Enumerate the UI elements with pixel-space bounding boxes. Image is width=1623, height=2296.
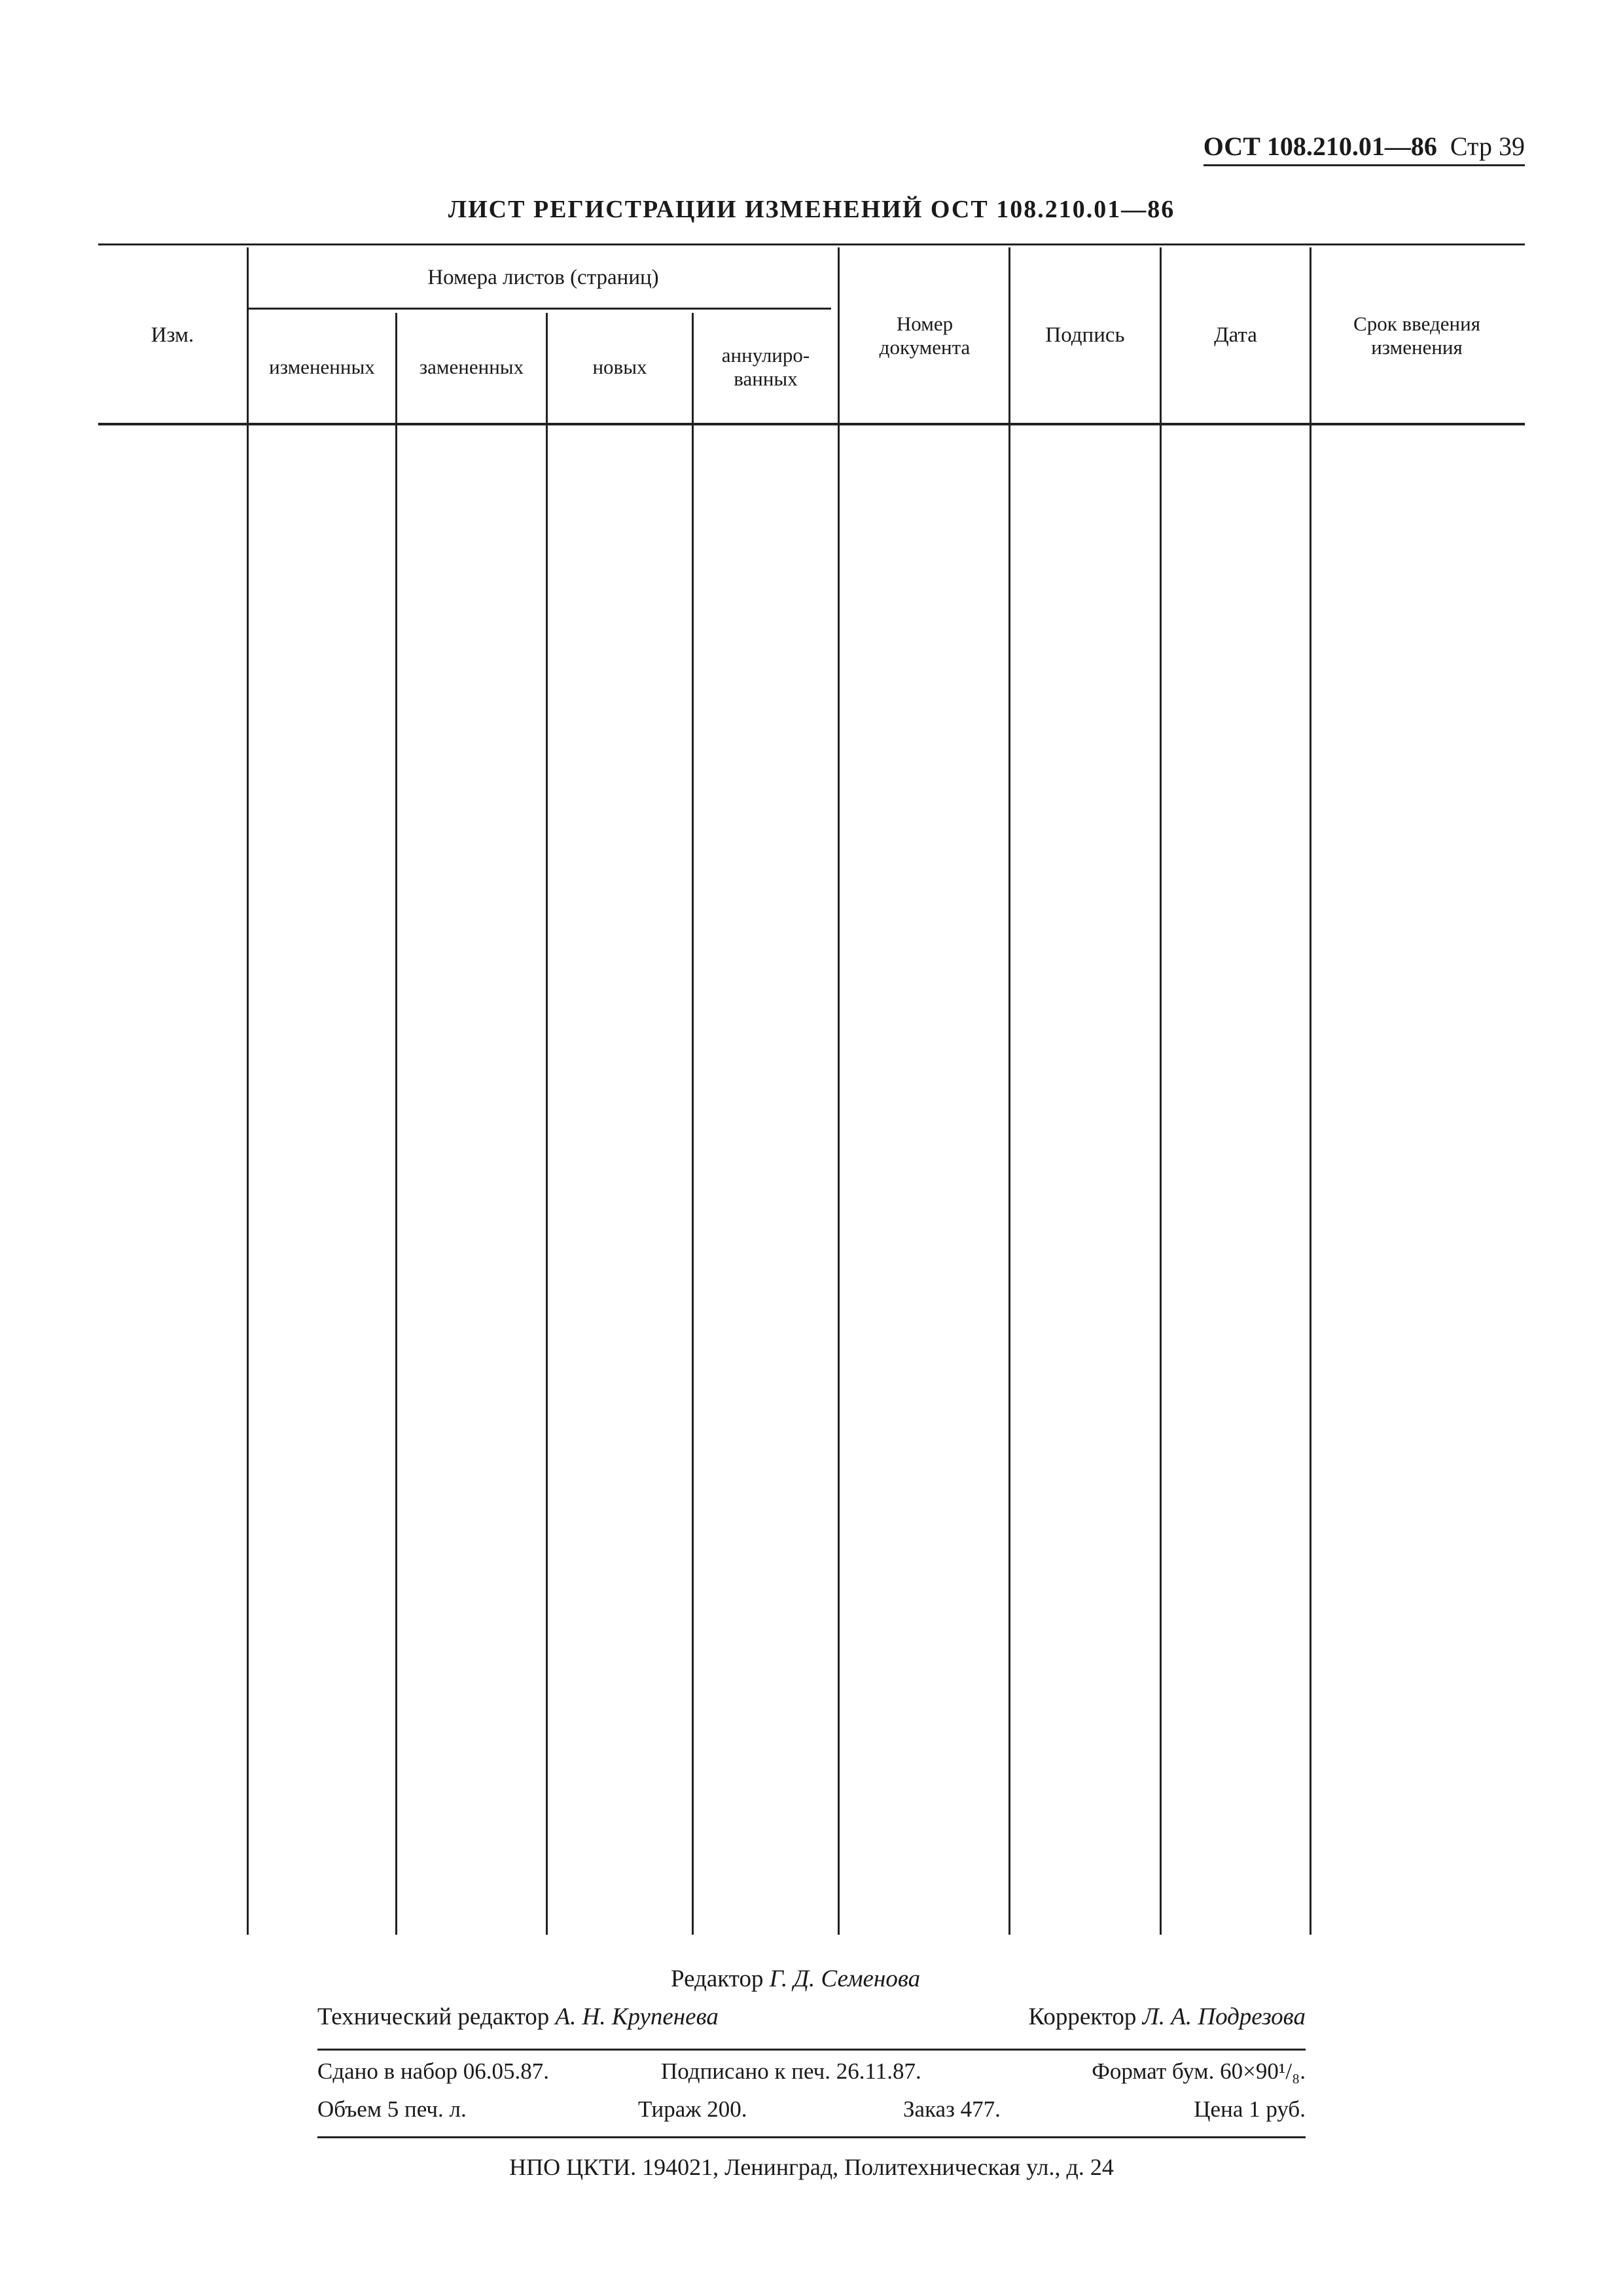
column-divider	[546, 313, 548, 1935]
imprint-submitted: Сдано в набор 06.05.87.	[317, 2058, 550, 2084]
group-header-rule	[249, 308, 831, 310]
imprint-print-run: Тираж 200.	[638, 2096, 747, 2122]
col-header-new: новых	[592, 355, 647, 378]
column-divider	[838, 247, 840, 1935]
imprint-price: Цена 1 руб.	[1194, 2096, 1306, 2122]
imprint-bottom-rule	[317, 2136, 1306, 2138]
corrector-name: Л. А. Подрезова	[1142, 2003, 1306, 2030]
col-header-date: Дата	[1214, 323, 1257, 348]
corrector-label: Корректор	[1028, 2003, 1137, 2030]
imprint-top-rule	[317, 2049, 1306, 2051]
column-divider	[692, 313, 694, 1935]
imprint-format: Формат бум. 60×90¹/₈.	[1092, 2058, 1306, 2084]
col-header-izm: Изм.	[151, 323, 194, 348]
doc-code: ОСТ 108.210.01—86	[1203, 132, 1437, 161]
editor-label: Редактор	[671, 1965, 764, 1992]
imprint-signed: Подписано к печ. 26.11.87.	[661, 2058, 921, 2084]
editor-line	[671, 1965, 920, 1993]
col-header-annulled: аннулиро- ванных	[721, 343, 810, 390]
tech-editor-line	[317, 2003, 719, 2031]
page-title: ЛИСТ РЕГИСТРАЦИИ ИЗМЕНЕНИЙ ОСТ 108.210.01—86	[448, 196, 1175, 223]
page-header	[1204, 131, 1525, 166]
imprint-volume: Объем 5 печ. л.	[317, 2096, 467, 2122]
editor-name: Г. Д. Семенова	[769, 1965, 921, 1992]
col-header-replaced: замененных	[419, 355, 524, 378]
column-divider	[247, 247, 249, 1935]
column-divider	[395, 313, 397, 1935]
tech-editor-name: А. Н. Крупенева	[555, 2003, 719, 2030]
col-header-changed: измененных	[269, 355, 375, 378]
column-divider	[1008, 247, 1010, 1935]
col-group-sheet-numbers: Номера листов (страниц)	[427, 266, 659, 290]
col-header-signature: Подпись	[1045, 323, 1125, 348]
table-top-rule	[98, 243, 1525, 245]
tech-editor-label: Технический редактор	[317, 2003, 550, 2030]
column-divider	[1160, 247, 1162, 1935]
column-divider	[1310, 247, 1311, 1935]
col-header-deadline: Срок введения изменения	[1353, 312, 1480, 359]
imprint-order: Заказ 477.	[903, 2096, 1001, 2122]
publisher-footer: НПО ЦКТИ. 194021, Ленинград, Политехническая ул., д. 24	[509, 2154, 1114, 2180]
col-header-doc-number: Номер документа	[879, 312, 971, 359]
page-number: Стр 39	[1450, 132, 1525, 161]
corrector-line	[1029, 2003, 1306, 2031]
